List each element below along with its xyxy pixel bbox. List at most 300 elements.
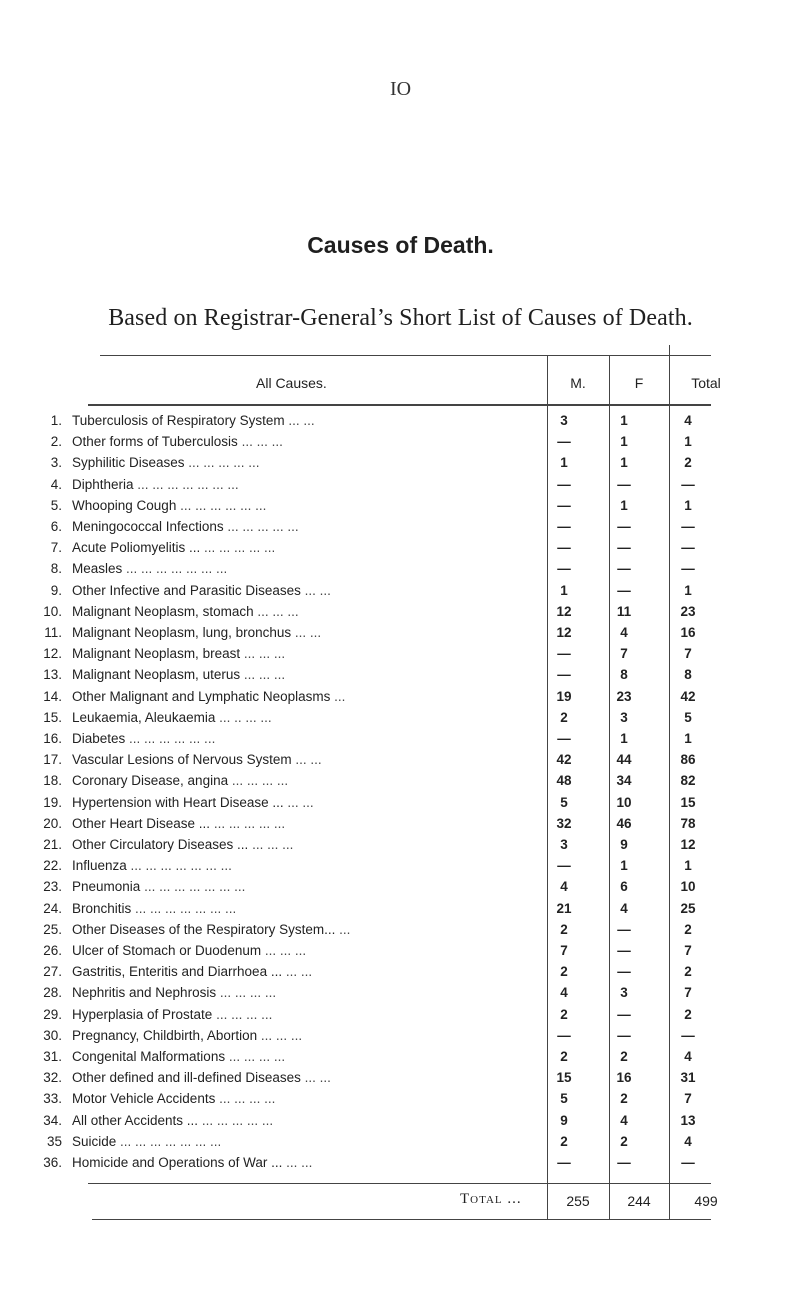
female-count: — [617, 1155, 631, 1170]
cause-name [72, 412, 552, 430]
leader-dots: ... ... ... ... [212, 1006, 273, 1022]
leader-dots: ... ... ... [253, 603, 299, 619]
total-count: 7 [684, 943, 692, 958]
leader-dots: ... ... ... ... ... ... ... [133, 476, 239, 492]
cause-text: Influenza [72, 858, 127, 874]
cause-name [72, 433, 552, 451]
female-count: 3 [620, 985, 628, 1001]
cause-text: Acute Poliomyelitis ... [72, 540, 201, 556]
female-count: 1 [620, 731, 628, 746]
row-number: 19. [43, 794, 62, 810]
female-count: 34 [616, 773, 632, 789]
row-number: 6. [50, 519, 62, 534]
row-number: 7. [50, 540, 62, 556]
total-count: — [681, 1155, 695, 1170]
female-count: — [617, 582, 631, 598]
leader-dots: ... ... ... ... ... ... ... [131, 900, 237, 916]
male-count: 48 [556, 773, 572, 789]
total-count: 1 [684, 731, 692, 746]
leader-dots: ... ... ... [248, 837, 294, 852]
total-total: 499 [694, 1193, 718, 1209]
male-count: 2 [560, 1006, 568, 1022]
total-count: 2 [684, 921, 692, 937]
cause-name [72, 1112, 552, 1130]
male-count: — [557, 1027, 571, 1043]
cause-name [72, 942, 552, 960]
cause-text: Other Heart Disease ... [72, 815, 211, 831]
leader-dots: ... ... ... [240, 667, 286, 683]
table-row [0, 1006, 801, 1024]
header-f: F [634, 375, 644, 391]
cause-text: Whooping Cough [72, 497, 177, 513]
male-count: 1 [560, 455, 568, 471]
total-count: 5 [684, 709, 692, 725]
total-count: 15 [680, 794, 696, 810]
total-count: 12 [680, 837, 696, 852]
male-count: 3 [560, 413, 568, 428]
cause-text: Other Malignant and Lymphatic Neoplasms [72, 688, 331, 704]
female-count: 4 [620, 1112, 628, 1128]
table-row [0, 688, 801, 706]
row-number: 10. [43, 603, 62, 619]
total-count: 1 [684, 434, 692, 450]
leader-dots: ... ... ... ... [228, 773, 289, 789]
cause-text: All other Accidents ... [72, 1112, 199, 1128]
row-number: 13. [43, 667, 62, 683]
female-count: 3 [620, 709, 628, 725]
male-count: — [557, 561, 571, 577]
cause-name [72, 1069, 552, 1087]
female-count: 2 [620, 1091, 628, 1107]
cause-text: Malignant Neoplasm, stomach [72, 603, 254, 619]
table-row [0, 1090, 801, 1108]
female-count: 1 [620, 497, 628, 513]
total-count: 8 [684, 667, 692, 683]
total-label: Total ... [460, 1191, 522, 1207]
total-top-rule [88, 1183, 711, 1184]
total-count: 7 [684, 646, 692, 662]
cause-name [72, 709, 552, 727]
row-number: 29. [43, 1006, 62, 1022]
cause-name [72, 963, 552, 981]
table-row [0, 984, 801, 1002]
male-count: 2 [560, 964, 568, 980]
table-row [0, 963, 801, 981]
cause-text: Other defined and ill-defined Diseases [72, 1070, 301, 1086]
male-count: — [557, 858, 571, 874]
female-count: 9 [620, 837, 628, 852]
male-count: — [557, 1155, 571, 1170]
cause-text: Other Circulatory Diseases ... [72, 837, 249, 852]
female-count: 2 [620, 1133, 628, 1149]
table-row [0, 857, 801, 875]
leader-dots: ... ... ... ... ... [223, 519, 299, 534]
row-number: 25. [43, 921, 62, 937]
cause-text: Other forms of Tuberculosis [72, 434, 238, 450]
row-number: 11. [44, 625, 62, 640]
male-count: 4 [560, 879, 568, 895]
male-count: 2 [560, 1049, 568, 1064]
table-row [0, 497, 801, 515]
leader-dots: ... ... ... ... ... ... ... [122, 561, 228, 577]
row-number: 17. [43, 752, 62, 768]
male-count: 2 [560, 1133, 568, 1149]
table-row [0, 666, 801, 684]
page-subtitle: Based on Registrar-General’s Short List of Causes of Death. [108, 305, 693, 331]
total-count: — [681, 519, 695, 534]
cause-text: Pregnancy, Childbirth, Abortion [72, 1027, 258, 1043]
female-count: 4 [620, 625, 628, 640]
total-count: 2 [684, 964, 692, 980]
table-row [0, 1133, 801, 1151]
header-total: Total [691, 375, 721, 391]
female-count: 7 [620, 646, 628, 662]
total-f: 244 [627, 1193, 651, 1209]
leader-dots: ... ... [300, 582, 331, 598]
cause-name [72, 1006, 552, 1024]
leader-dots: ... ... ... ... ... ... [125, 731, 216, 746]
male-count: 21 [556, 900, 572, 916]
table-row [0, 815, 801, 833]
cause-name [72, 645, 552, 663]
row-number: 20. [43, 815, 62, 831]
female-count: — [617, 1006, 631, 1022]
leader-dots: ... ... [283, 794, 314, 810]
total-count: — [681, 540, 695, 556]
total-count: 2 [684, 1006, 692, 1022]
leader-dots: ... ... ... ... ... [198, 1112, 274, 1128]
cause-text: Measles [72, 561, 123, 577]
total-count: 1 [684, 858, 692, 874]
male-count: — [557, 497, 571, 513]
cause-text: Vascular Lesions of Nervous System [72, 752, 292, 768]
male-count: 2 [560, 709, 568, 725]
table-row [0, 900, 801, 918]
female-count: — [617, 943, 631, 958]
female-count: 1 [620, 434, 628, 450]
cause-text: Diphtheria [72, 476, 134, 492]
page-title: Causes of Death. [307, 232, 494, 258]
table-top-rule [100, 355, 711, 356]
cause-name [72, 921, 552, 939]
female-count: — [617, 964, 631, 980]
leader-dots: ... ... [282, 964, 313, 980]
row-number: 27. [43, 964, 62, 980]
leader-dots: ... ... [291, 752, 322, 768]
female-count: 16 [616, 1070, 632, 1086]
cause-name [72, 772, 552, 790]
header-bottom-rule [88, 404, 711, 406]
total-count: 7 [684, 985, 692, 1001]
female-count: 23 [616, 688, 632, 704]
table-row [0, 539, 801, 557]
total-count: 4 [684, 1049, 692, 1064]
row-number: 30. [43, 1027, 62, 1043]
total-count: 42 [680, 688, 696, 704]
leader-dots: ... ... [291, 625, 322, 640]
cause-text: Motor Vehicle Accidents [72, 1091, 216, 1107]
female-count: 4 [620, 900, 628, 916]
page-number: IO [389, 78, 412, 100]
cause-name [72, 666, 552, 684]
cause-name [72, 454, 552, 472]
row-number: 3. [50, 455, 62, 471]
male-count: 7 [560, 943, 568, 958]
table-row [0, 454, 801, 472]
cause-name [72, 688, 552, 706]
cause-text: Tuberculosis of Respiratory System [72, 413, 285, 428]
leader-dots: ... ... ... ... ... ... [176, 497, 267, 513]
table-row [0, 582, 801, 600]
cause-name [72, 1133, 552, 1151]
table-row [0, 751, 801, 769]
cause-name [72, 560, 552, 578]
table-row [0, 603, 801, 621]
cause-name [72, 497, 552, 515]
male-count: 12 [556, 603, 572, 619]
cause-text: Leukaemia, Aleukaemia [72, 709, 216, 725]
cause-name [72, 1048, 552, 1066]
male-count: 4 [560, 985, 568, 1001]
female-count: — [617, 1027, 631, 1043]
cause-text: Other Infective and Parasitic Diseases [72, 582, 301, 598]
male-count: — [557, 434, 571, 450]
cause-text: Nephritis and Nephrosis [72, 985, 217, 1001]
table-row [0, 1048, 801, 1066]
cause-name [72, 539, 552, 557]
female-count: — [617, 540, 631, 556]
row-number: 23. [43, 879, 62, 895]
row-number: 16. [43, 731, 62, 746]
row-number: 32. [43, 1070, 62, 1086]
total-count: 1 [684, 582, 692, 598]
table-row [0, 836, 801, 854]
row-number: 24. [43, 900, 62, 916]
cause-name [72, 984, 552, 1002]
total-count: 86 [680, 752, 696, 768]
male-count: 1 [560, 582, 568, 598]
row-number: 8. [50, 561, 62, 577]
cause-text: Other Diseases of the Respiratory System... [72, 921, 336, 937]
leader-dots: ... ... [300, 1070, 331, 1086]
row-number: 15. [43, 709, 62, 725]
cause-name [72, 900, 552, 918]
female-count: — [617, 519, 631, 534]
row-number: 28. [43, 985, 62, 1001]
leader-dots: ... .. ... ... [215, 709, 272, 725]
total-count: 1 [684, 497, 692, 513]
table-row [0, 1069, 801, 1087]
cause-name [72, 836, 552, 854]
table-row [0, 518, 801, 536]
total-count: — [681, 1027, 695, 1043]
cause-text: Malignant Neoplasm, breast [72, 646, 241, 662]
leader-dots: ... ... ... [257, 1027, 303, 1043]
cause-text: Syphilitic Diseases [72, 455, 185, 471]
row-number: 21. [43, 837, 62, 852]
cause-text: Malignant Neoplasm, lung, bronchus [72, 625, 292, 640]
cause-name [72, 878, 552, 896]
leader-dots: ... ... ... ... ... [210, 815, 286, 831]
table-row [0, 476, 801, 494]
total-count: 78 [680, 815, 696, 831]
row-number: 5. [50, 497, 62, 513]
cause-name [72, 751, 552, 769]
cause-name [72, 582, 552, 600]
cause-text: Meningococcal Infections [72, 519, 224, 534]
leader-dots: ... ... [284, 413, 315, 428]
table-row [0, 560, 801, 578]
cause-name [72, 603, 552, 621]
leader-dots: ... ... [282, 1155, 313, 1170]
leader-dots: ... ... ... ... ... ... ... [126, 858, 232, 874]
table-row [0, 1112, 801, 1130]
total-count: 10 [680, 879, 696, 895]
table-row [0, 878, 801, 896]
cause-name [72, 794, 552, 812]
cause-name [72, 624, 552, 642]
row-number: 14. [43, 688, 62, 704]
header-all-causes: All Causes. [256, 375, 327, 391]
cause-text: Pneumonia [72, 879, 141, 895]
table-row [0, 794, 801, 812]
leader-dots: ... ... ... ... [215, 1091, 276, 1107]
cause-name [72, 1090, 552, 1108]
female-count: 6 [620, 879, 628, 895]
male-count: — [557, 540, 571, 556]
male-count: 2 [560, 921, 568, 937]
table-row [0, 1027, 801, 1045]
total-count: 7 [684, 1091, 692, 1107]
female-count: — [617, 476, 631, 492]
male-count: 15 [556, 1070, 572, 1086]
table-row [0, 645, 801, 663]
table-row [0, 1154, 801, 1172]
cause-name [72, 730, 552, 748]
row-number: 12. [43, 646, 62, 662]
table-row [0, 709, 801, 727]
cause-name [72, 857, 552, 875]
male-count: — [557, 519, 571, 534]
cause-text: Bronchitis [72, 900, 132, 916]
table-row [0, 730, 801, 748]
male-count: 5 [560, 1091, 568, 1107]
total-count: — [681, 561, 695, 577]
male-count: 5 [560, 794, 568, 810]
row-number: 33. [43, 1091, 62, 1107]
row-number: 9. [50, 582, 62, 598]
female-count: — [617, 921, 631, 937]
cause-name [72, 518, 552, 536]
cause-text: Gastritis, Enteritis and Diarrhoea ... [72, 964, 283, 980]
row-number: 36. [43, 1155, 62, 1170]
total-count: 23 [680, 603, 696, 619]
leader-dots: ... ... ... ... ... [184, 455, 260, 471]
header-m: M. [570, 375, 586, 391]
row-number: 2. [50, 434, 62, 450]
total-count: 2 [684, 455, 692, 471]
female-count: 11 [616, 603, 632, 619]
female-count: — [617, 561, 631, 577]
total-count: 4 [684, 413, 692, 428]
male-count: 32 [556, 815, 572, 831]
row-number: 4. [50, 476, 62, 492]
leader-dots: ... ... ... ... ... [200, 540, 276, 556]
cause-text: Ulcer of Stomach or Duodenum [72, 943, 262, 958]
female-count: 46 [616, 815, 632, 831]
male-count: 42 [556, 752, 572, 768]
total-count: 25 [680, 900, 696, 916]
table-row [0, 921, 801, 939]
table-row [0, 412, 801, 430]
cause-text: Hyperplasia of Prostate [72, 1006, 213, 1022]
row-number: 18. [43, 773, 62, 789]
table-row [0, 772, 801, 790]
table-row [0, 942, 801, 960]
leader-dots: ... ... ... ... ... ... ... [140, 879, 246, 895]
row-number: 35 [46, 1133, 62, 1149]
male-count: — [557, 731, 571, 746]
cause-text: Suicide [72, 1133, 117, 1149]
female-count: 1 [620, 413, 628, 428]
female-count: 10 [616, 794, 632, 810]
row-number: 22. [43, 858, 62, 874]
total-count: 31 [680, 1070, 696, 1086]
female-count: 1 [620, 455, 628, 471]
cause-text: Homicide and Operations of War ... [72, 1155, 283, 1170]
cause-text: Diabetes [72, 731, 126, 746]
table-row [0, 624, 801, 642]
female-count: 1 [620, 858, 628, 874]
male-count: 3 [560, 837, 568, 852]
total-count: 16 [680, 625, 696, 640]
cause-text: Coronary Disease, angina [72, 773, 229, 789]
leader-dots: ... ... ... [240, 646, 286, 662]
row-number: 31. [43, 1049, 62, 1064]
row-number: 1. [50, 413, 62, 428]
total-count: — [681, 476, 695, 492]
leader-dots: ... ... ... ... ... ... ... [116, 1133, 222, 1149]
female-count: 44 [616, 752, 632, 768]
cause-name [72, 476, 552, 494]
total-count: 82 [680, 773, 696, 789]
cause-name [72, 815, 552, 833]
male-count: 12 [556, 625, 572, 640]
leader-dots: ... ... ... [261, 943, 307, 958]
female-count: 8 [620, 667, 628, 683]
male-count: — [557, 667, 571, 683]
cause-name [72, 1027, 552, 1045]
leader-dots: ... ... ... [237, 434, 283, 450]
leader-dots: ... [335, 921, 351, 937]
table-row [0, 433, 801, 451]
male-count: — [557, 646, 571, 662]
male-count: 9 [560, 1112, 568, 1128]
total-m: 255 [566, 1193, 590, 1209]
male-count: 19 [556, 688, 572, 704]
leader-dots: ... [330, 688, 346, 704]
total-count: 13 [680, 1112, 696, 1128]
leader-dots: ... ... ... ... [216, 985, 277, 1001]
table-bottom-rule [92, 1219, 711, 1220]
row-number: 34. [43, 1112, 62, 1128]
cause-text: Hypertension with Heart Disease ... [72, 794, 284, 810]
cause-text: Congenital Malformations [72, 1049, 226, 1064]
male-count: — [557, 476, 571, 492]
leader-dots: ... ... ... ... [225, 1049, 286, 1064]
cause-text: Malignant Neoplasm, uterus [72, 667, 241, 683]
female-count: 2 [620, 1049, 628, 1064]
